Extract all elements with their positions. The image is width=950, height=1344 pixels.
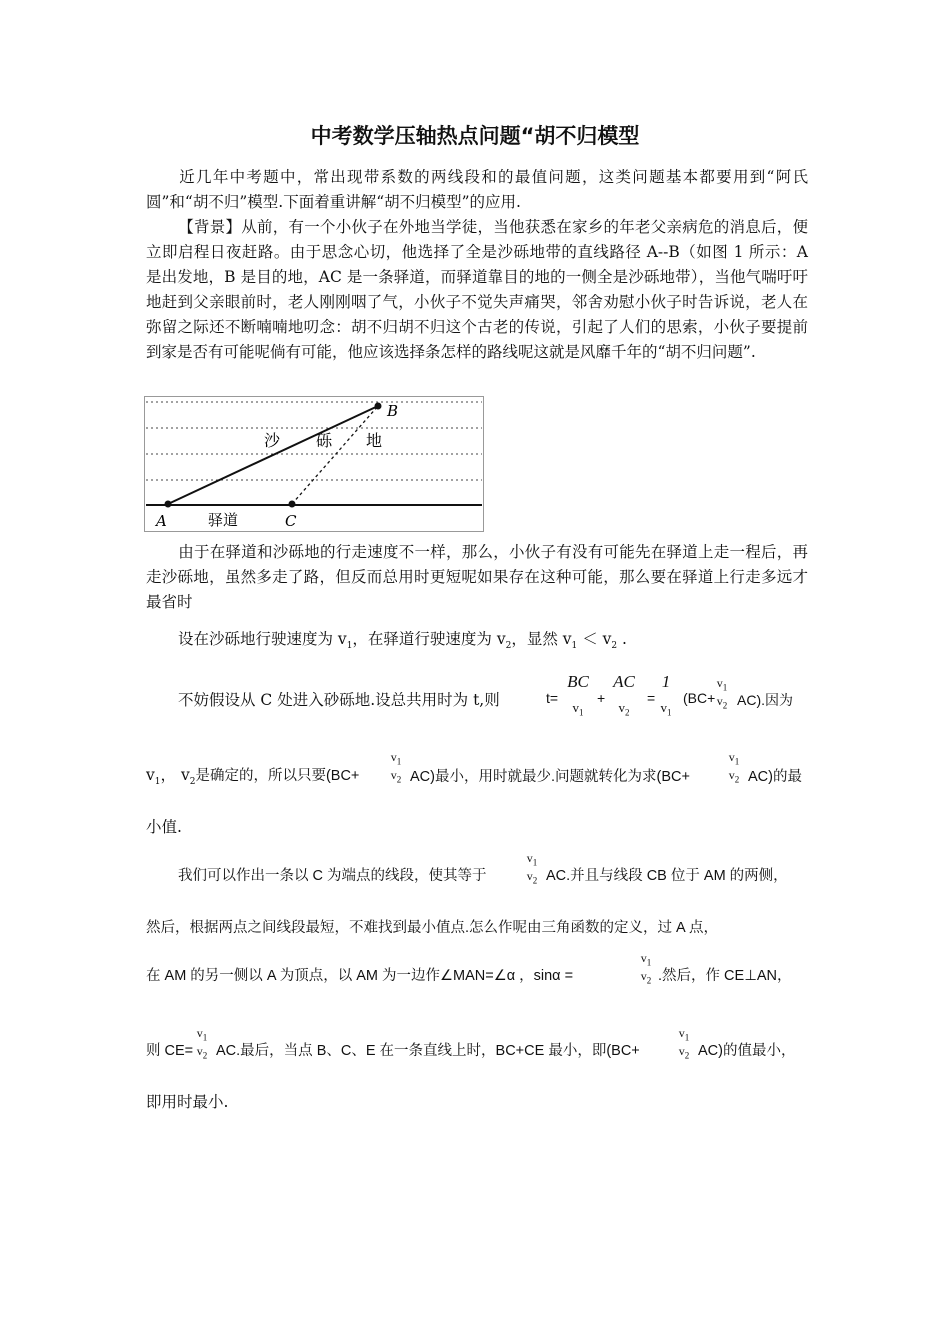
- plus-sign: +: [597, 690, 606, 706]
- construction-line-4: 则 CE=: [146, 1043, 194, 1059]
- label-point-b: B: [387, 402, 399, 420]
- point-a-dot: [165, 501, 172, 508]
- fraction-v1-v2: $v_1$ $v_2$: [728, 750, 740, 785]
- fraction-v1-v2: $v_1$ $v_2$: [716, 676, 728, 711]
- construction-line-1b: AC.并且与线段 CB 位于 AM 的两侧，: [546, 868, 788, 884]
- intro-paragraph: [146, 165, 808, 215]
- label-ground: 地: [366, 431, 383, 450]
- minimize-tail: AC)的最: [748, 769, 802, 785]
- background-paragraph: [146, 215, 808, 365]
- min-value-text: 小值.: [146, 818, 182, 836]
- fraction-v1-v2: $v_1$ $v_2$: [678, 1026, 690, 1061]
- point-b-dot: [375, 403, 382, 410]
- t-equals: t=: [546, 690, 559, 706]
- fraction-v1-v2: $v_1$ $v_2$: [640, 951, 652, 986]
- construction-line-3b: .然后，作 CE⊥AN，: [658, 968, 792, 984]
- construction-line-4b: AC.最后，当点 B、C、E 在一条直线上时，BC+CE 最小，即(BC+: [216, 1043, 640, 1059]
- fraction-ac-v2: AC $v_2$: [613, 672, 635, 718]
- conclusion-text: 即用时最小.: [146, 1093, 229, 1111]
- construction-line-1: 我们可以作出一条以 C 为端点的线段，使其等于: [178, 868, 487, 884]
- fraction-bc-v1: BC $v_1$: [567, 672, 589, 718]
- label-gravel: 砾: [316, 431, 333, 450]
- figure-1: [144, 396, 484, 532]
- figure-frame: [145, 397, 484, 532]
- intro-text: 近几年中考题中，常出现带系数的两线段和的最值问题，这类问题基本都要用到“阿氏圆”和“胡不归”模型.下面着重讲解“胡不归模型”的应用.: [146, 168, 808, 211]
- speed-difference-paragraph: [146, 540, 808, 615]
- background-text: 【背景】从前，有一个小伙子在外地当学徒，当他获悉在家乡的年老父亲病危的消息后，便立即启程日夜赶路。由于思念心切，他选择了全是沙砾地带的直线路径 A--B（如图 1 所示：A 是出发地，B 是目的地，AC 是一条驿道，而驿道靠目的地的一侧全是沙砾地带），当他气喘吁吁地赶到父亲眼前时，老人刚刚咽了气，小伙子不觉失声痛哭，邻舍劝慰小伙子时告诉说，老人在弥留之际还不断喃喃地叨念：胡不归胡不归这个古老的传说，引起了人们的思索，小伙子要提前到家是否有可能呢倘有可能，他应该选择条怎样的路线呢这就是风靡千年的“胡不归问题”.: [146, 218, 808, 361]
- label-road: 驿道: [208, 511, 239, 529]
- speed-difference-text: 由于在驿道和沙砾地的行走速度不一样，那么，小伙子有没有可能先在驿道上走一程后，再走沙砾地，虽然多走了路，但反而总用时更短呢如果存在这种可能，那么要在驿道上行走多远才最省时: [146, 543, 808, 611]
- label-sand: 沙: [264, 431, 281, 450]
- fraction-v1-v2: $v_1$ $v_2$: [196, 1026, 208, 1061]
- label-point-c: C: [285, 512, 297, 530]
- fixed-speeds-line: $v_1$， $v_2$是确定的，所以只要(BC+: [146, 766, 360, 788]
- time-formula-lead: 不妨假设从 C 处进入砂砾地.设总共用时为 t,则: [178, 691, 500, 709]
- ac-because: AC).因为: [737, 692, 793, 708]
- fraction-v1-v2: $v_1$ $v_2$: [526, 851, 538, 886]
- equals-sign: =: [647, 690, 656, 706]
- construction-line-3: 在 AM 的另一侧以 A 为顶点，以 AM 为一边作∠MAN=∠α ，sinα =: [146, 968, 574, 984]
- construction-line-2: 然后，根据两点之间线段最短，不难找到最小值点.怎么作呢由三角函数的定义，过 A 点，: [146, 920, 718, 936]
- point-c-dot: [289, 501, 296, 508]
- label-point-a: A: [156, 512, 167, 530]
- page-title: 中考数学压轴热点问题“胡不归模型: [310, 124, 640, 148]
- fraction-one-v1: 1 $v_1$: [660, 672, 672, 718]
- minimize-text: AC)最小，用时就最少.问题就转化为求(BC+: [410, 769, 690, 785]
- construction-line-4c: AC)的值最小，: [698, 1043, 796, 1059]
- fraction-v1-v2: $v_1$ $v_2$: [390, 750, 402, 785]
- speed-definition-line: 设在沙砾地行驶速度为 $v_1$，在驿道行驶速度为 $v_2$，显然 $v_1 < v_2$ .: [178, 630, 627, 652]
- bc-plus-open: (BC+: [683, 690, 716, 706]
